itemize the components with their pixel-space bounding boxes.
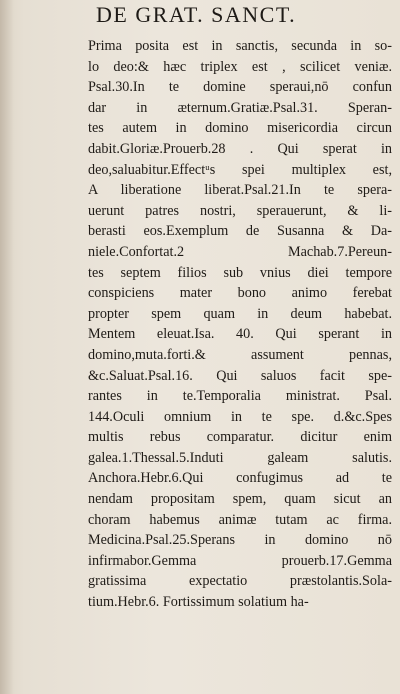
text-line: Anchora.Hebr.6.Qui confugimus ad te	[88, 470, 392, 487]
text-line: conspiciens mater bono animo ferebat	[88, 285, 392, 302]
text-line: Psal.30.In te domine speraui,nō confun	[88, 79, 392, 96]
text-block	[88, 36, 392, 613]
page-gutter-shadow	[0, 0, 14, 694]
text-line: berasti eos.Exemplum de Susanna & Da-	[88, 223, 392, 240]
text-line: galea.1.Thessal.5.Induti galeam salutis.	[88, 449, 392, 466]
text-line: dabit.Gloriæ.Prouerb.28 . Qui sperat in	[88, 140, 392, 157]
text-line: gratissima expectatio præstolantis.Sola-	[88, 573, 392, 590]
text-line: 144.Oculi omnium in te spe. d.&c.Spes	[88, 408, 392, 425]
running-head: DE GRAT. SANCT.	[96, 2, 297, 27]
text-line: nendam propositam spem, quam sicut an	[88, 491, 392, 508]
text-line: domino,muta.forti.& assument pennas,	[88, 346, 392, 363]
text-line: tium.Hebr.6. Fortissimum solatium ha-	[88, 594, 309, 611]
text-line: infirmabor.Gemma prouerb.17.Gemma	[88, 552, 392, 569]
text-line: lo deo:& hæc triplex est , scilicet veniæ.	[88, 58, 392, 75]
text-line: niele.Confortat.2 Machab.7.Pereun-	[88, 243, 392, 260]
text-line: dar in æternum.Gratiæ.Psal.31. Speran-	[88, 99, 392, 116]
text-line: uerunt patres nostri, sperauerunt, & li-	[88, 202, 392, 219]
text-line: &c.Saluat.Psal.16. Qui saluos facit spe-	[88, 367, 392, 384]
text-line: propter spem quam in deum habebat.	[88, 305, 392, 322]
text-line: Medicina.Psal.25.Sperans in domino nō	[88, 532, 392, 549]
text-line: deo,saluabitur.Effectᵘs spei multiplex est,	[88, 161, 392, 178]
text-line: rantes in te.Temporalia ministrat. Psal.	[88, 388, 392, 405]
text-line: multis rebus comparatur. dicitur enim	[88, 429, 392, 446]
text-line: tes autem in domino misericordia circun	[88, 120, 392, 137]
text-line: A liberatione liberat.Psal.21.In te spera-	[88, 182, 392, 199]
text-line: Mentem eleuat.Isa. 40. Qui sperant in	[88, 326, 392, 343]
text-line: choram habemus animæ tutam ac firma.	[88, 511, 392, 528]
text-line: tes septem filios sub vnius diei tempore	[88, 264, 392, 281]
text-line: Prima posita est in sanctis, secunda in so-	[88, 38, 392, 54]
